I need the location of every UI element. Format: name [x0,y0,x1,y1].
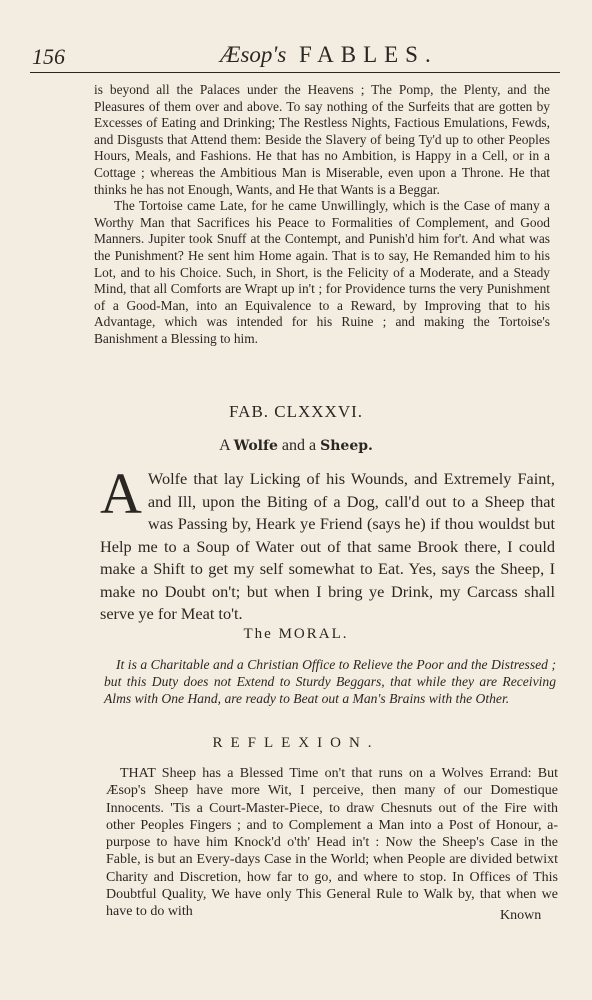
drop-cap: A [100,461,142,526]
fable-text [100,461,555,626]
running-title-caps: FABLES. [299,42,438,67]
title-conjunction: and a [281,437,317,454]
moral-body: It is a Charitable and a Christian Office to Relieve the Poor and the Distressed ; but this Duty does not Extend to Sturdy Beggars, that while they are Receiving Alms with One Hand, are ready to Beat out a Man's Brains with the Other. [104,657,556,706]
reflexion-heading: REFLEXION. [212,735,380,751]
reflexion-text [106,765,558,921]
moral-text [104,656,556,707]
fable-number: FAB. CLXXXVI. [228,402,364,421]
paragraph: is beyond all the Palaces under the Heavens ; The Pomp, the Plenty, and the Pleasures of them over and above. To say nothing of the Surfeits that are gotten by Excesses of Eating and Drinking; The Restless Nights, Factious Emulations, Fewds, and Disgusts that Attend them: Beside the Slavery of being Ty'd up to other Peoples Hours, Meals, and Fashions. He that has no Ambition, is Happy in a Cell, or in a Cottage ; whereas the Ambitious Man is Miserable, even upon a Throne. He that thinks he has not Enough, Wants, and He that Wants is a Beggar. [94,82,550,197]
fable-title [0,437,592,455]
reflexion-body: THAT Sheep has a Blessed Time on't that runs on a Wolves Errand: But Æsop's Sheep have more Wit, I perceive, then many of our Domestique Innocents. 'Tis a Court-Master-Piece, to draw Chesnuts out of the Fire with other Peoples Fingers ; and to Complement a Man into a Post of Honour, a-purpose to have him Knock'd o'th' Head in't : Now the Sheep's Case in the Fable, is but an Every-days Case in the World; when People are divided betwixt Charity and Discretion, how far to go, and where to stop. In Offices of This Doubtful Quality, We have only This General Rule to Walk by, that when we have to do with [106,766,558,920]
moral-heading: The MORAL. [243,626,349,642]
title-wolf: Wolfe [233,438,278,454]
catchword: Known [500,908,542,923]
paragraph: The Tortoise came Late, for he came Unwillingly, which is the Case of many a Worthy Man that Sacrifices his Peace to Formalities of Complement, and Good Manners. Jupiter took Snuff at the Contempt, and Punish'd him for't. And what was the Punishment? He sent him Home again. That is to say, He Remanded him to his Lot, and to his Choice. Such, in Short, is the Felicity of a Moderate, and a Steady Mind, that all Comforts are Wrapt up in't ; for Providence turns the very Punishment of a Good-Man, into an Equivalence to a Reward, by Improving that to his Advantage, which was intended for his Ruine ; and making the Tortoise's Banishment a Blessing to him. [94,198,550,346]
fable-body: Wolfe that lay Licking of his Wounds, and Extremely Faint, and Ill, upon the Biting of a Dog, call'd out to a Sheep that was Passing by, Heark ye Friend (says he) if thou wouldst but Help me to a Soup of Water out of that same Brook there, I could make a Shift to get my self somewhat to Eat. Yes, says the Sheep, I make no Doubt on't; but when I bring ye Drink, my Carcass shall serve ye for Meat to't. [100,469,555,623]
page-header [30,40,560,70]
page-number: 156 [32,44,65,69]
title-article: A [219,437,230,454]
previous-fable-reflexion [94,82,550,348]
title-sheep: Sheep. [320,438,373,454]
running-title-italic: Æsop's [220,42,287,67]
running-title [220,42,438,68]
header-rule [30,72,560,73]
